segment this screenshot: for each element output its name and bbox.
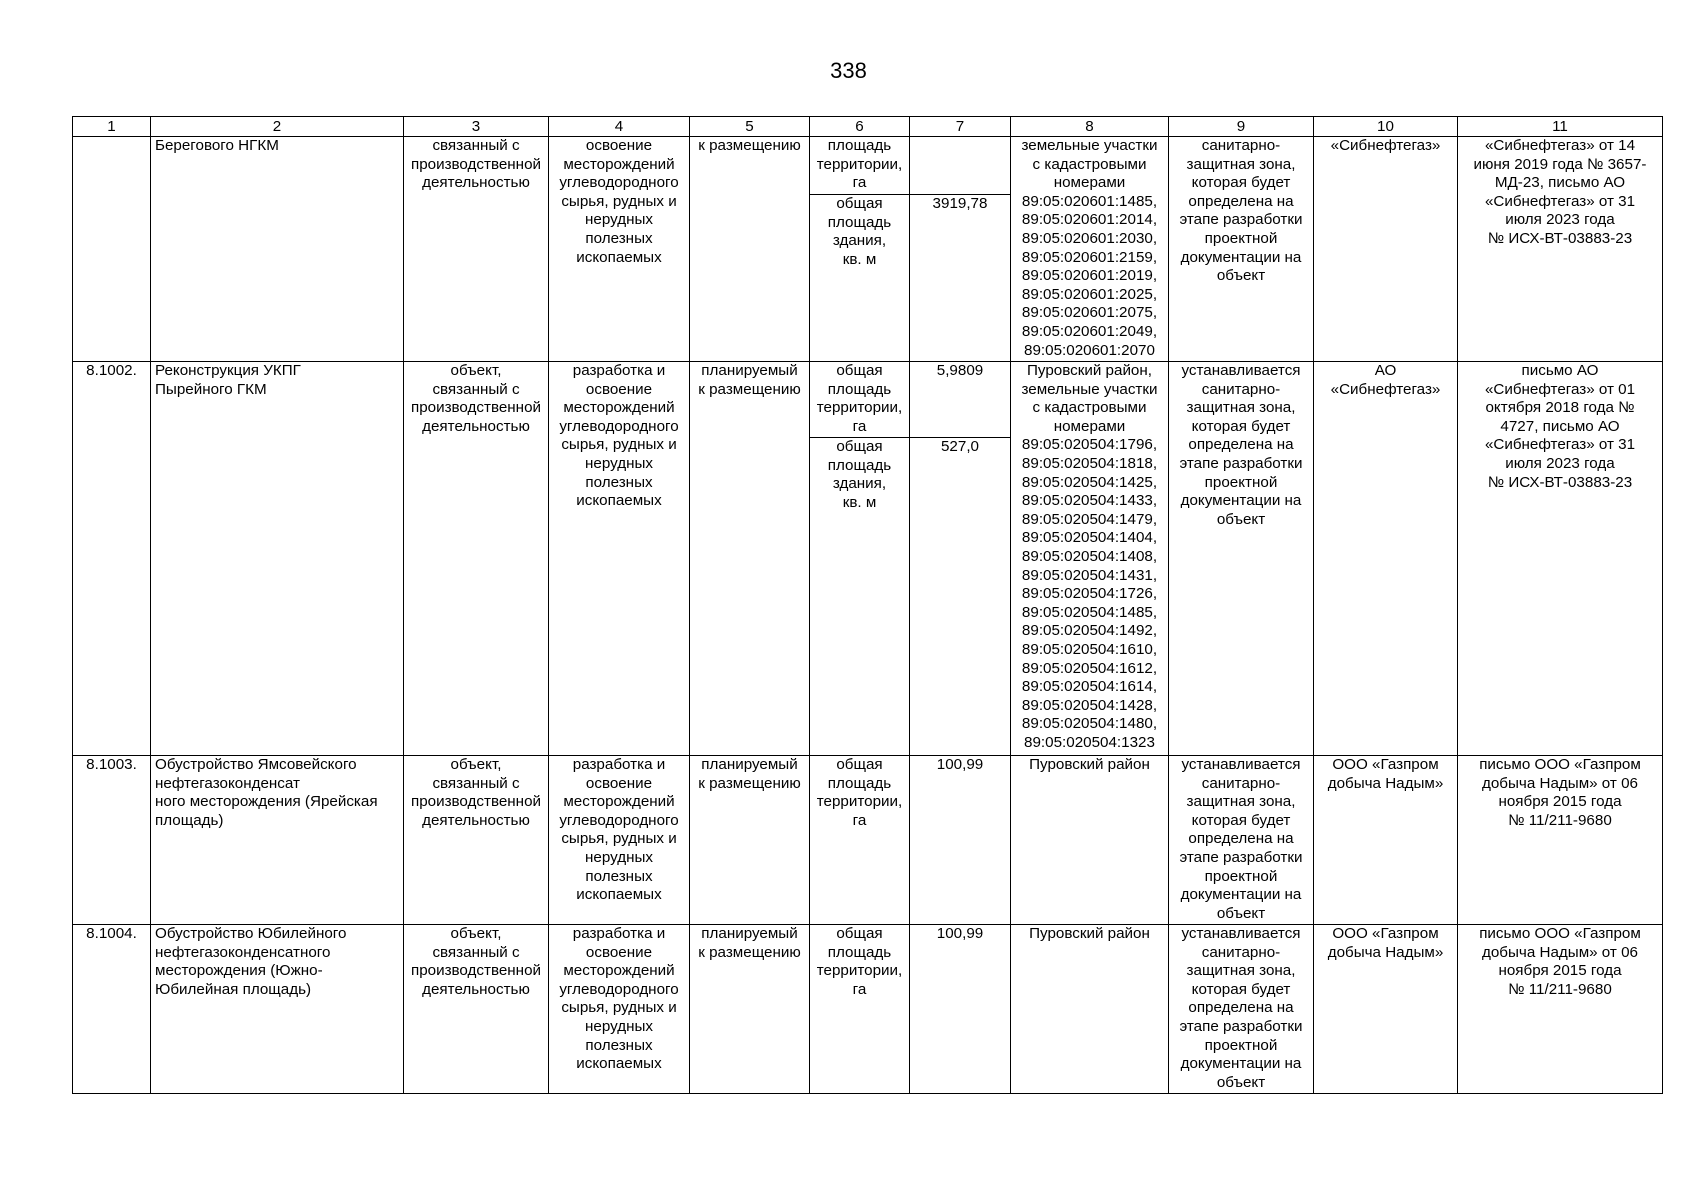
basis-document: «Сибнефтегаз» от 14 июня 2019 года № 3657- МД-23, письмо АО «Сибнефтегаз» от 31 июля 2023 года № ИСХ-ВТ-03883-23 [1458,137,1663,362]
param-name: общая площадь территории, га [810,362,910,438]
object-name: Реконструкция УКПГ Пырейного ГКМ [151,362,404,756]
object-name: Обустройство Ямсовейского нефтегазоконденсат ного месторождения (Ярейская площадь) [151,756,404,925]
column-header: 8 [1011,117,1169,137]
column-header: 3 [404,117,549,137]
param-value [910,137,1011,195]
param-value: 527,0 [910,438,1011,756]
object-purpose: разработка и освоение месторождений углеводородного сырья, рудных и нерудных полезных ископаемых [549,925,690,1094]
object-type: связанный с производственной деятельностью [404,137,549,362]
object-purpose: разработка и освоение месторождений углеводородного сырья, рудных и нерудных полезных ископаемых [549,362,690,756]
object-type: объект, связанный с производственной деятельностью [404,362,549,756]
object-type: объект, связанный с производственной деятельностью [404,925,549,1094]
table-row [73,362,1663,438]
row-number: 8.1003. [73,756,151,925]
param-name: общая площадь территории, га [810,925,910,1094]
column-header: 11 [1458,117,1663,137]
param-name: общая площадь здания, кв. м [810,195,910,362]
column-header: 9 [1169,117,1314,137]
object-owner: ООО «Газпром добыча Надым» [1314,756,1458,925]
page-number: 338 [830,58,867,83]
param-value: 3919,78 [910,195,1011,362]
column-header: 10 [1314,117,1458,137]
object-purpose: освоение месторождений углеводородного сырья, рудных и нерудных полезных ископаемых [549,137,690,362]
object-owner: «Сибнефтегаз» [1314,137,1458,362]
param-name: площадь территории, га [810,137,910,195]
column-header: 6 [810,117,910,137]
param-value: 100,99 [910,756,1011,925]
param-name: общая площадь территории, га [810,756,910,925]
object-purpose: разработка и освоение месторождений углеводородного сырья, рудных и нерудных полезных ископаемых [549,756,690,925]
param-value: 100,99 [910,925,1011,1094]
row-number: 8.1004. [73,925,151,1094]
object-type: объект, связанный с производственной деятельностью [404,756,549,925]
param-name: общая площадь здания, кв. м [810,438,910,756]
object-name: Обустройство Юбилейного нефтегазоконденсатного месторождения (Южно- Юбилейная площадь) [151,925,404,1094]
param-value: 5,9809 [910,362,1011,438]
basis-document: письмо АО «Сибнефтегаз» от 01 октября 2018 года № 4727, письмо АО «Сибнефтегаз» от 31 июля 2023 года № ИСХ-ВТ-03883-23 [1458,362,1663,756]
object-status: планируемый к размещению [690,362,810,756]
table-row [73,137,1663,195]
zone-description: устанавливается санитарно- защитная зона, которая будет определена на этапе разработки проектной документации на объект [1169,925,1314,1094]
column-header-row [73,117,1663,137]
object-owner: АО «Сибнефтегаз» [1314,362,1458,756]
zone-description: устанавливается санитарно- защитная зона, которая будет определена на этапе разработки проектной документации на объект [1169,756,1314,925]
column-header: 2 [151,117,404,137]
objects-table [72,116,1663,1094]
object-location: Пуровский район [1011,925,1169,1094]
row-number: 8.1002. [73,362,151,756]
object-name: Берегового НГКМ [151,137,404,362]
object-location: земельные участки с кадастровыми номерами 89:05:020601:1485, 89:05:020601:2014, 89:05:020601:2030, 89:05:020601:2159, 89:05:020601:2019, 89:05:020601:2025, 89:05:020601:2075, 89:05:020601:2049, 89:05:020601:2070 [1011,137,1169,362]
row-number [73,137,151,362]
column-header: 4 [549,117,690,137]
basis-document: письмо ООО «Газпром добыча Надым» от 06 ноября 2015 года № 11/211-9680 [1458,925,1663,1094]
object-status: к размещению [690,137,810,362]
object-location: Пуровский район [1011,756,1169,925]
object-owner: ООО «Газпром добыча Надым» [1314,925,1458,1094]
object-status: планируемый к размещению [690,756,810,925]
column-header: 7 [910,117,1011,137]
basis-document: письмо ООО «Газпром добыча Надым» от 06 ноября 2015 года № 11/211-9680 [1458,756,1663,925]
object-status: планируемый к размещению [690,925,810,1094]
zone-description: санитарно- защитная зона, которая будет определена на этапе разработки проектной документации на объект [1169,137,1314,362]
table-row [73,756,1663,925]
zone-description: устанавливается санитарно- защитная зона, которая будет определена на этапе разработки проектной документации на объект [1169,362,1314,756]
column-header: 5 [690,117,810,137]
object-location: Пуровский район, земельные участки с кадастровыми номерами 89:05:020504:1796, 89:05:020504:1818, 89:05:020504:1425, 89:05:020504:1433, 89:05:020504:1479, 89:05:020504:1404, 89:05:020504:1408, 89:05:020504:1431, 89:05:020504:1726, 89:05:020504:1485, 89:05:020504:1492, 89:05:020504:1610, 89:05:020504:1612, 89:05:020504:1614, 89:05:020504:1428, 89:05:020504:1480, 89:05:020504:1323 [1011,362,1169,756]
table-row [73,925,1663,1094]
column-header: 1 [73,117,151,137]
